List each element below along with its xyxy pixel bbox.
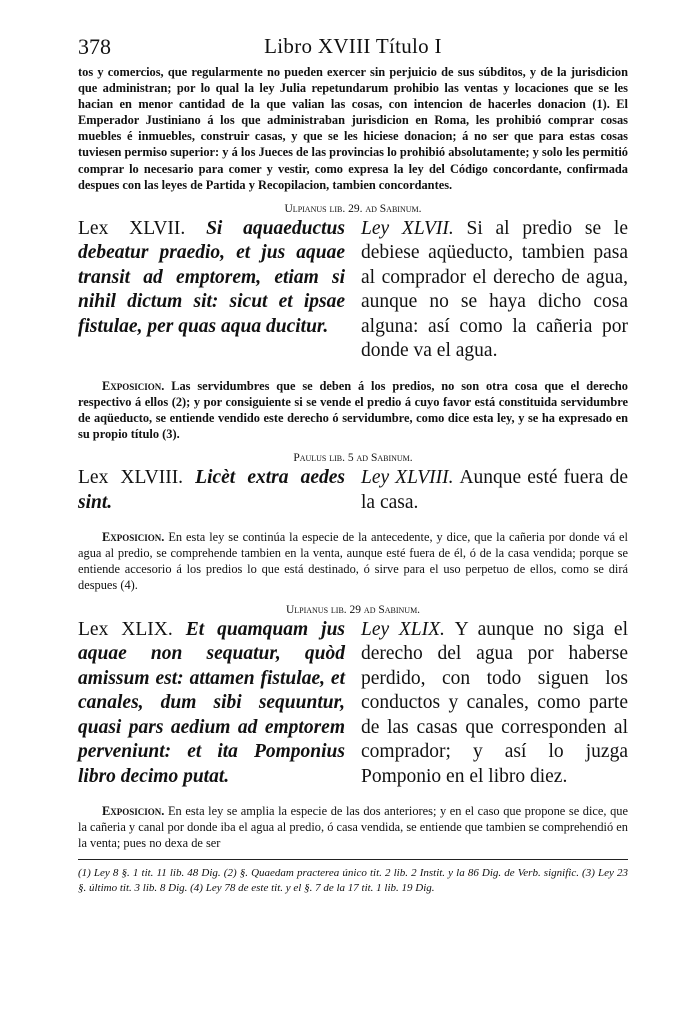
exposicion [78, 803, 628, 851]
page [78, 34, 628, 895]
spanish-column [361, 618, 628, 790]
page-number: 378 [78, 34, 111, 59]
latin-text: Licèt extra aedes sint. [78, 467, 345, 513]
spanish-text: Si al predio se le debiese aqüeducto, tambien pasa al comprador el derecho de agua, aunque no se haya dicho cosa alguna: así como la cañeria por donde va el agua. [361, 217, 628, 362]
latin-heading: Lex XLIX. [78, 618, 186, 640]
latin-heading: Lex XLVII. [78, 217, 207, 239]
law-section [78, 203, 628, 442]
exposicion [78, 529, 628, 593]
section-source: Ulpianus lib. 29 ad Sabinum. [285, 603, 421, 616]
law-columns [78, 466, 628, 515]
law-columns [78, 618, 628, 790]
latin-text: Et quamquam jus aquae non sequatur, quòd amissum est: attamen fistulae, et canales, dum sibi sequuntur, quasi pars aedium ad emptorem perveniunt: et ita Pomponius libro decimo putat. [78, 618, 345, 787]
law-columns [78, 217, 628, 364]
latin-column [78, 466, 345, 515]
footnotes: (1) Ley 8 §. 1 tit. 11 lib. 48 Dig. (2) §. Quaedam practerea único tit. 2 lib. 2 Instit. y la 86 Dig. de Verb. signific. (3) Ley 23 §. último tit. 3 lib. 8 Dig. (4) Ley 78 de este tit. y el §. 7 de la 17 tit. 1 lib. 19 Dig. [78, 867, 628, 894]
section-source: Ulpianus lib. 29. ad Sabinum. [284, 202, 422, 215]
spanish-column [361, 217, 628, 364]
spanish-heading: Ley XLIX. [361, 618, 455, 640]
exposicion-text: En esta ley se continúa la especie de la antecedente, y dice, que la cañeria por donde vá el agua al predio, se comprehende tambien en la venta, aunque esté fuera de él, ó de la casa vendida; porque se entiende accesorio á los predios lo que está destinado, ó sirve para el uso perpetuo de ellos, como se dirá despues (4). [78, 530, 628, 593]
law-section [78, 604, 628, 852]
exposicion-text: En esta ley se amplia la especie de las dos anteriores; y en el caso que propone se dice, que la cañeria y canal por donde iba el agua al predio, ó casa vendida, se entiende que tambien se comprehendió en la venta; pues no dexa de ser [78, 804, 628, 851]
exposicion [78, 378, 628, 442]
spanish-text: Y aunque no siga el derecho del agua por haberse perdido, con todo siguen los conductos y canales, como parte de las casas que corresponden al comprador; y así lo juzga Pomponio en el libro diez. [361, 618, 628, 787]
running-title: Libro XVIII Título I [264, 34, 442, 58]
exposicion-label: Exposicion. [102, 378, 172, 393]
exposicion-label: Exposicion. [102, 530, 169, 545]
latin-column [78, 618, 345, 790]
spanish-heading: Ley XLVIII. [361, 467, 460, 489]
spanish-text: Aunque esté fuera de la casa. [361, 467, 628, 513]
spanish-heading: Ley XLVII. [361, 217, 467, 239]
exposicion-label: Exposicion. [102, 804, 168, 818]
spanish-column [361, 466, 628, 515]
exposicion-text: Las servidumbres que se deben á los predios, no son otra cosa que el derecho respectivo á ellos (2); y por consiguiente si se vende el predio á cuyo favor está constituida servidumbre de aqüeducto, se entiende vendido este derecho ó servidumbre, como dice esta ley, y se ha expresado en su propio título (3). [78, 378, 629, 442]
latin-column [78, 217, 345, 364]
intro-paragraph: tos y comercios, que regularmente no pueden exercer sin perjuicio de sus súbditos, y de la jurisdicion que administran; por lo qual la ley Julia repetundarum prohibio las ventas y locaciones que se les hacian en menor cantidad de la que valian las cosas, con intencion de hacerles donacion (1). El Emperador Justiniano á los que administraban jurisdicion en Roma, les prohibió comprar cosas muebles é inmuebles, construir casas, y que se les hiciese donacion; á no ser que para estas cosas tuviesen permiso superior: y á los Jueces de las provincias lo prohibió absolutamente; y solo les permitió comprar lo necesario para comer y vestir, como expresa la ley del Código concordante, confirmada despues con las leyes de Partida y Recopilacion, tambien concordantes. [78, 65, 628, 192]
section-source: Paulus lib. 5 ad Sabinum. [293, 452, 413, 465]
latin-text: Si aquaeductus debeatur praedio, et jus aquae transit ad emptorem, etiam si nihil dictum sit: sicut et ipsae fistulae, per quas aqua ducitur. [78, 217, 345, 337]
page-header [78, 34, 628, 64]
latin-heading: Lex XLVIII. [78, 467, 196, 489]
footnote-divider [78, 859, 628, 860]
law-section [78, 452, 628, 593]
